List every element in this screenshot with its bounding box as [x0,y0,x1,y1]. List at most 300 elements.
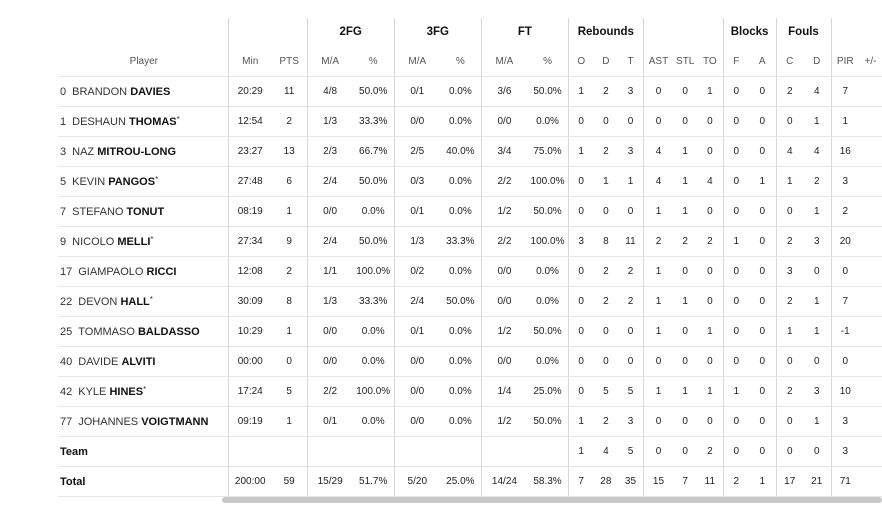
cell-ft-ma [481,437,527,467]
cell-reb-t: 11 [618,227,643,257]
cell-fg3-pct: 0.0% [440,167,482,197]
cell-to: 11 [697,467,723,497]
cell-ast: 1 [643,287,673,317]
player-first-name: DAVIDE [78,355,119,368]
player-number: 40 [60,355,73,368]
group-blocks: Blocks [723,18,776,46]
cell-foul-d: 0 [803,347,831,377]
cell-ft-pct: 75.0% [527,137,569,167]
cell-min: 17:24 [228,377,272,407]
cell-fg2-pct: 33.3% [353,287,395,317]
cell-fg2-pct: 51.7% [353,467,395,497]
cell-reb-o: 0 [569,257,594,287]
col-pts[interactable]: PTS [272,46,307,77]
cell-pm [859,407,882,437]
cell-reb-t: 0 [618,107,643,137]
cell-fg2-ma: 0/0 [307,317,353,347]
cell-foul-d: 2 [803,167,831,197]
cell-blk-a: 1 [749,167,776,197]
cell-min [228,437,272,467]
cell-pir: -1 [831,317,859,347]
player-number: 3 [60,145,67,158]
starter-marker: * [143,384,147,394]
cell-to: 0 [697,257,723,287]
cell-ast: 4 [643,137,673,167]
cell-ft-ma: 1/2 [481,317,527,347]
col-plus-minus[interactable]: +/- [859,46,882,77]
cell-reb-o: 0 [569,287,594,317]
cell-fg3-pct: 0.0% [440,317,482,347]
cell-foul-d: 1 [803,407,831,437]
cell-ft-pct: 100.0% [527,167,569,197]
cell-blk-a: 0 [749,107,776,137]
cell-foul-d: 3 [803,227,831,257]
cell-fg3-pct: 33.3% [440,227,482,257]
cell-to: 0 [697,107,723,137]
player-number: 1 [60,115,67,128]
player-last-name: DAVIES [130,85,171,98]
cell-blk-a: 0 [749,287,776,317]
cell-ast: 15 [643,467,673,497]
player-number: 22 [60,295,73,308]
cell-foul-c: 1 [776,167,803,197]
cell-fg2-ma: 2/3 [307,137,353,167]
cell-ft-ma: 0/0 [481,347,527,377]
cell-pm [859,287,882,317]
cell-reb-t: 5 [618,377,643,407]
cell-fg2-ma: 2/2 [307,377,353,407]
player-last-name: RICCI [146,265,177,278]
player-cell[interactable] [58,407,228,437]
starter-marker: * [149,294,153,304]
cell-min: 00:00 [228,347,272,377]
cell-pm [859,197,882,227]
cell-pts: 2 [272,107,307,137]
player-first-name: DEVON [78,295,118,308]
cell-fg3-pct: 0.0% [440,257,482,287]
cell-reb-d: 0 [593,197,618,227]
cell-ast: 1 [643,257,673,287]
cell-ft-ma: 0/0 [481,287,527,317]
player-row [58,227,882,257]
cell-reb-o: 1 [569,437,594,467]
col-3fg-ma[interactable]: M/A [394,46,440,77]
cell-ast: 2 [643,227,673,257]
cell-stl: 0 [673,407,697,437]
cell-pir: 20 [831,227,859,257]
cell-stl: 2 [673,227,697,257]
cell-reb-d: 2 [593,287,618,317]
cell-blk-a: 0 [749,377,776,407]
cell-pts: 8 [272,287,307,317]
cell-foul-c: 2 [776,287,803,317]
cell-stl: 1 [673,197,697,227]
cell-fg3-ma: 0/1 [394,317,440,347]
cell-blk-f: 1 [723,377,749,407]
cell-pts: 6 [272,167,307,197]
col-min[interactable]: Min [228,46,272,77]
cell-fg3-pct: 0.0% [440,197,482,227]
cell-fg3-pct: 0.0% [440,407,482,437]
player-number: 5 [60,175,67,188]
col-2fg-ma[interactable]: M/A [307,46,353,77]
cell-ft-ma: 2/2 [481,167,527,197]
cell-reb-d: 0 [593,317,618,347]
player-cell[interactable] [58,347,228,377]
boxscore-container [58,18,882,497]
cell-blk-f: 0 [723,407,749,437]
cell-min: 10:29 [228,317,272,347]
cell-reb-t: 3 [618,137,643,167]
cell-blk-a: 0 [749,77,776,107]
cell-ft-pct: 50.0% [527,317,569,347]
group-3fg: 3FG [394,18,481,46]
cell-pts: 1 [272,197,307,227]
cell-ft-ma: 3/4 [481,137,527,167]
cell-ft-pct: 25.0% [527,377,569,407]
cell-min: 30:09 [228,287,272,317]
player-cell[interactable] [58,137,228,167]
cell-fg3-ma: 0/0 [394,407,440,437]
cell-fg2-ma: 0/0 [307,197,353,227]
player-number: 0 [60,85,67,98]
cell-min: 27:48 [228,167,272,197]
player-last-name: THOMAS [128,115,177,128]
player-row [58,257,882,287]
cell-foul-d: 4 [803,137,831,167]
cell-blk-a: 0 [749,227,776,257]
player-first-name: GIAMPAOLO [78,265,144,278]
cell-pm [859,437,882,467]
cell-ast: 1 [643,317,673,347]
cell-blk-a: 0 [749,437,776,467]
cell-fg2-pct: 0.0% [353,197,395,227]
cell-pm [859,467,882,497]
cell-reb-o: 0 [569,167,594,197]
cell-to: 1 [697,317,723,347]
cell-pir: 71 [831,467,859,497]
cell-pm [859,377,882,407]
col-reb-t[interactable]: T [618,46,643,77]
cell-fg3-pct: 50.0% [440,287,482,317]
col-to[interactable]: TO [697,46,723,77]
cell-stl: 0 [673,317,697,347]
group-spacer [58,18,228,46]
cell-foul-d: 21 [803,467,831,497]
cell-blk-a: 0 [749,137,776,167]
player-first-name: STEFANO [72,205,124,218]
cell-reb-d: 5 [593,377,618,407]
player-last-name: MITROU-LONG [97,145,177,158]
cell-pts: 2 [272,257,307,287]
cell-blk-a: 0 [749,407,776,437]
player-number: 42 [60,385,73,398]
cell-foul-d: 1 [803,317,831,347]
player-last-name: BALDASSO [137,325,200,338]
cell-pts: 11 [272,77,307,107]
cell-pts: 1 [272,317,307,347]
player-row [58,167,882,197]
cell-fg3-ma: 5/20 [394,467,440,497]
cell-ft-ma: 0/0 [481,107,527,137]
cell-to: 2 [697,227,723,257]
cell-fg2-ma: 4/8 [307,77,353,107]
player-last-name: PANGOS [108,175,156,188]
cell-pm [859,107,882,137]
cell-blk-f: 2 [723,467,749,497]
cell-reb-t: 5 [618,437,643,467]
cell-to: 0 [697,137,723,167]
cell-ft-pct: 50.0% [527,197,569,227]
player-row [58,197,882,227]
cell-min: 12:08 [228,257,272,287]
cell-fg2-pct: 100.0% [353,257,395,287]
col-ft-ma[interactable]: M/A [481,46,527,77]
cell-blk-f: 0 [723,437,749,467]
player-number: 7 [60,205,67,218]
cell-foul-d: 0 [803,257,831,287]
cell-stl: 1 [673,137,697,167]
cell-fg2-ma: 1/3 [307,287,353,317]
cell-blk-f: 0 [723,347,749,377]
cell-pir: 16 [831,137,859,167]
cell-fg2-ma: 1/1 [307,257,353,287]
cell-foul-d: 1 [803,287,831,317]
horizontal-scrollbar[interactable] [222,497,882,503]
col-foul-d[interactable]: D [803,46,831,77]
col-player[interactable]: Player [58,46,228,77]
total-row [58,467,882,497]
cell-blk-f: 0 [723,137,749,167]
cell-fg3-ma: 0/0 [394,107,440,137]
cell-fg2-pct [353,437,395,467]
group-fouls: Fouls [776,18,831,46]
col-ast[interactable]: AST [643,46,673,77]
cell-stl: 1 [673,167,697,197]
cell-to: 0 [697,287,723,317]
cell-reb-d: 0 [593,347,618,377]
cell-fg3-ma [394,437,440,467]
player-row [58,287,882,317]
cell-min: 12:54 [228,107,272,137]
player-number: 77 [60,415,73,428]
cell-fg2-pct: 0.0% [353,407,395,437]
cell-fg2-ma: 0/0 [307,347,353,377]
player-cell[interactable] [58,227,228,257]
cell-fg3-ma: 0/2 [394,257,440,287]
player-number: 25 [60,325,73,338]
player-row [58,407,882,437]
starter-marker: * [155,174,159,184]
cell-fg2-ma: 0/1 [307,407,353,437]
cell-foul-d: 0 [803,437,831,467]
cell-reb-d: 0 [593,107,618,137]
cell-to: 1 [697,77,723,107]
team-label: Team [58,437,228,467]
cell-stl: 1 [673,287,697,317]
cell-ft-pct: 0.0% [527,257,569,287]
group-rebounds: Rebounds [569,18,644,46]
cell-ft-ma: 1/4 [481,377,527,407]
cell-ft-ma: 3/6 [481,77,527,107]
cell-ft-ma: 2/2 [481,227,527,257]
col-reb-d[interactable]: D [593,46,618,77]
cell-foul-c: 0 [776,407,803,437]
player-cell[interactable] [58,287,228,317]
cell-fg2-ma: 15/29 [307,467,353,497]
player-first-name: BRANDON [72,85,128,98]
player-cell[interactable] [58,197,228,227]
boxscore-table [58,18,882,497]
cell-pm [859,77,882,107]
cell-reb-t: 3 [618,407,643,437]
cell-blk-a: 0 [749,257,776,287]
cell-fg3-pct: 0.0% [440,107,482,137]
cell-fg2-pct: 0.0% [353,317,395,347]
cell-blk-a: 1 [749,467,776,497]
cell-min: 200:00 [228,467,272,497]
cell-reb-o: 0 [569,197,594,227]
cell-reb-d: 2 [593,407,618,437]
cell-fg3-ma: 0/0 [394,347,440,377]
cell-foul-c: 0 [776,197,803,227]
player-row [58,77,882,107]
cell-pm [859,137,882,167]
col-blk-f[interactable]: F [723,46,749,77]
cell-min: 08:19 [228,197,272,227]
cell-foul-c: 17 [776,467,803,497]
cell-reb-d: 28 [593,467,618,497]
cell-stl: 7 [673,467,697,497]
cell-pts: 5 [272,377,307,407]
player-last-name: VOIGTMANN [141,415,209,428]
group-2fg: 2FG [307,18,394,46]
col-pir[interactable]: PIR [831,46,859,77]
cell-blk-f: 1 [723,227,749,257]
cell-reb-o: 1 [569,137,594,167]
total-label: Total [58,467,228,497]
cell-pts: 0 [272,347,307,377]
col-reb-o[interactable]: O [569,46,594,77]
cell-ast: 0 [643,347,673,377]
cell-fg3-ma: 0/3 [394,167,440,197]
cell-ft-pct: 0.0% [527,107,569,137]
player-cell[interactable] [58,107,228,137]
cell-ast: 1 [643,377,673,407]
col-foul-c[interactable]: C [776,46,803,77]
col-stl[interactable]: STL [673,46,697,77]
cell-pir: 0 [831,347,859,377]
cell-min: 09:19 [228,407,272,437]
cell-foul-c: 1 [776,317,803,347]
cell-blk-a: 0 [749,317,776,347]
column-header-row [58,46,882,77]
col-3fg-pct[interactable]: % [440,46,482,77]
cell-fg2-pct: 33.3% [353,107,395,137]
cell-blk-f: 0 [723,197,749,227]
player-row [58,317,882,347]
cell-foul-d: 1 [803,107,831,137]
cell-foul-d: 3 [803,377,831,407]
cell-ft-ma: 0/0 [481,257,527,287]
cell-ast: 0 [643,407,673,437]
cell-fg3-ma: 0/0 [394,377,440,407]
cell-reb-d: 4 [593,437,618,467]
cell-min: 27:34 [228,227,272,257]
cell-reb-d: 2 [593,77,618,107]
cell-reb-t: 1 [618,167,643,197]
cell-stl: 0 [673,347,697,377]
cell-fg2-pct: 0.0% [353,347,395,377]
cell-foul-d: 1 [803,197,831,227]
cell-fg2-pct: 50.0% [353,167,395,197]
cell-foul-c: 0 [776,347,803,377]
cell-foul-c: 3 [776,257,803,287]
player-first-name: TOMMASO [78,325,135,338]
cell-ft-pct: 50.0% [527,407,569,437]
player-cell[interactable] [58,77,228,107]
player-cell[interactable] [58,257,228,287]
player-cell[interactable] [58,377,228,407]
cell-pir: 1 [831,107,859,137]
col-blk-a[interactable]: A [749,46,776,77]
player-number: 9 [60,235,67,248]
cell-pts: 9 [272,227,307,257]
col-2fg-pct[interactable]: % [353,46,395,77]
player-number: 17 [60,265,73,278]
cell-pir: 3 [831,437,859,467]
player-cell[interactable] [58,317,228,347]
cell-pm [859,227,882,257]
cell-fg3-ma: 0/1 [394,77,440,107]
cell-blk-f: 0 [723,167,749,197]
cell-stl: 0 [673,77,697,107]
player-row [58,347,882,377]
cell-pm [859,347,882,377]
cell-ast: 0 [643,107,673,137]
cell-ft-pct [527,437,569,467]
cell-reb-o: 0 [569,347,594,377]
cell-blk-f: 0 [723,257,749,287]
player-first-name: NICOLO [72,235,115,248]
cell-fg3-ma: 2/5 [394,137,440,167]
cell-ast: 4 [643,167,673,197]
cell-pir: 0 [831,257,859,287]
cell-reb-t: 35 [618,467,643,497]
cell-foul-c: 0 [776,437,803,467]
cell-ast: 0 [643,77,673,107]
cell-fg3-pct [440,437,482,467]
cell-blk-f: 0 [723,107,749,137]
cell-reb-d: 1 [593,167,618,197]
cell-pm [859,257,882,287]
cell-ft-pct: 58.3% [527,467,569,497]
cell-reb-d: 8 [593,227,618,257]
player-cell[interactable] [58,167,228,197]
cell-ast: 1 [643,197,673,227]
player-last-name: MELLI [117,235,151,248]
col-ft-pct[interactable]: % [527,46,569,77]
cell-reb-t: 0 [618,347,643,377]
player-row [58,137,882,167]
cell-fg3-pct: 0.0% [440,377,482,407]
cell-to: 0 [697,197,723,227]
cell-pts: 13 [272,137,307,167]
cell-to: 4 [697,167,723,197]
cell-pir: 7 [831,77,859,107]
cell-ft-ma: 1/2 [481,407,527,437]
cell-foul-c: 2 [776,227,803,257]
